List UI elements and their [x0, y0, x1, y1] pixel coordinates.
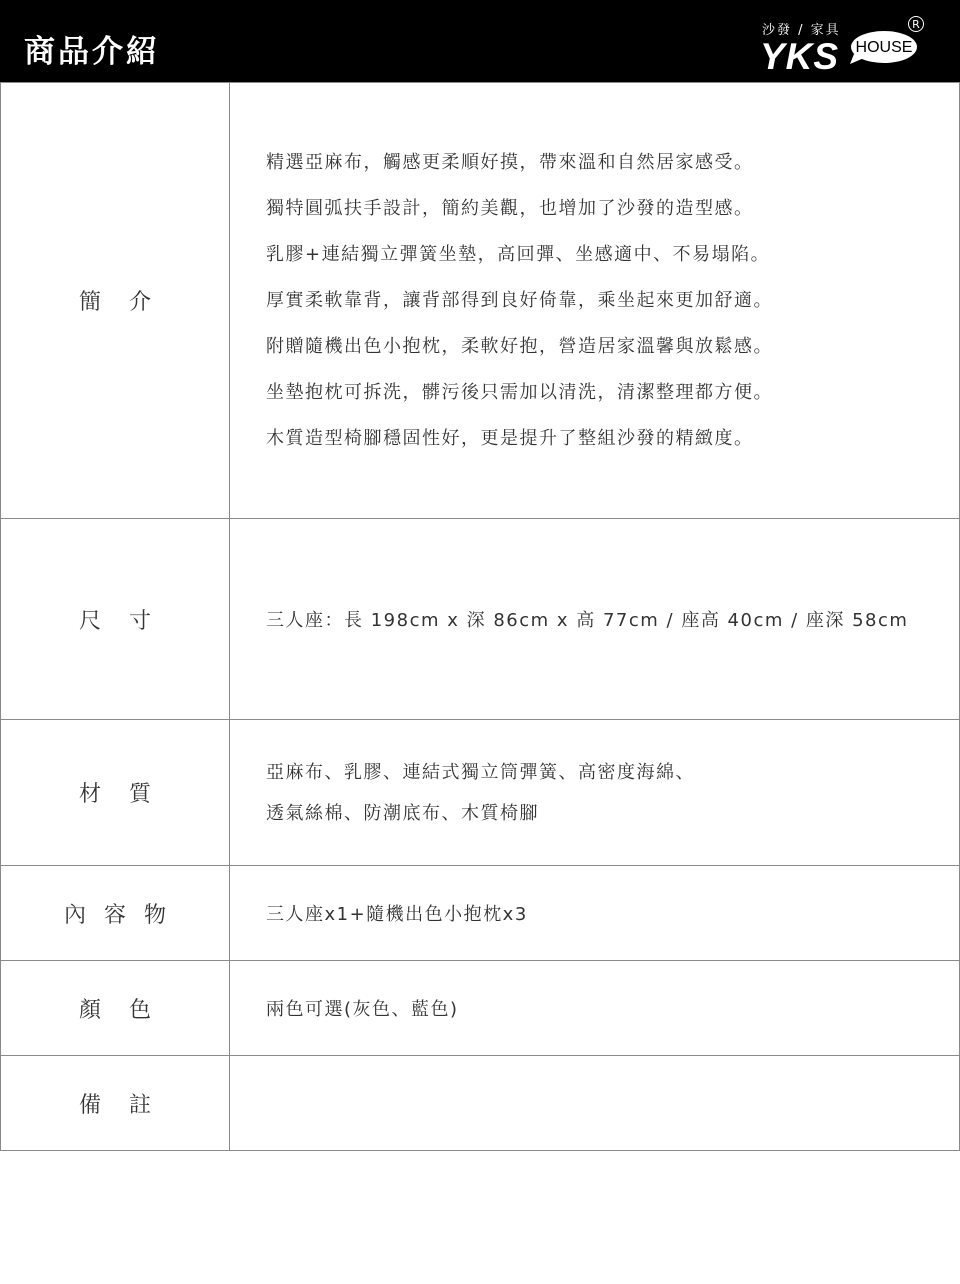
- table-row-size: [1, 519, 960, 720]
- label-size: 尺寸: [1, 519, 230, 720]
- table-row-intro: [1, 83, 960, 519]
- registered-mark-icon: R: [908, 16, 924, 32]
- intro-line: 獨特圓弧扶手設計，簡約美觀，也增加了沙發的造型感。: [266, 197, 754, 219]
- logo-subtitle: 沙發 / 家具: [762, 23, 841, 38]
- intro-line: 精選亞麻布，觸感更柔順好摸，帶來溫和自然居家感受。: [266, 151, 754, 173]
- size-content: 三人座：長 198cm x 深 86cm x 高 77cm / 座高 40cm / 座深 58cm: [230, 519, 960, 720]
- table-row-notes: [1, 1056, 960, 1151]
- brand-logo: [758, 14, 930, 78]
- table-row-material: [1, 720, 960, 866]
- table-row-contents: [1, 866, 960, 961]
- intro-content: [230, 83, 960, 519]
- intro-line: 厚實柔軟靠背，讓背部得到良好倚靠，乘坐起來更加舒適。: [266, 289, 773, 311]
- material-content: [230, 720, 960, 866]
- logo-brand-text: YKS: [760, 36, 840, 77]
- table-row-color: [1, 961, 960, 1056]
- material-line: 亞麻布、乳膠、連結式獨立筒彈簧、高密度海綿、: [266, 761, 695, 783]
- label-material: 材質: [1, 720, 230, 866]
- intro-line: 坐墊抱枕可拆洗，髒污後只需加以清洗，清潔整理都方便。: [266, 381, 773, 403]
- page-title: 商品介紹: [24, 34, 160, 70]
- logo-speech-bubble-icon: [850, 30, 918, 66]
- color-content: 兩色可選(灰色、藍色): [230, 961, 960, 1056]
- spec-table: [0, 82, 960, 1151]
- label-notes: 備註: [1, 1056, 230, 1151]
- material-line: 透氣絲棉、防潮底布、木質椅腳: [266, 802, 539, 824]
- label-contents: 內容物: [1, 866, 230, 961]
- logo-house-text: HOUSE: [855, 39, 913, 56]
- header-bar: [0, 0, 960, 82]
- notes-content: [230, 1056, 960, 1151]
- intro-line: 附贈隨機出色小抱枕，柔軟好抱，營造居家溫馨與放鬆感。: [266, 335, 773, 357]
- label-color: 顏色: [1, 961, 230, 1056]
- label-intro: 簡介: [1, 83, 230, 519]
- intro-line: 乳膠+連結獨立彈簧坐墊，高回彈、坐感適中、不易塌陷。: [266, 243, 771, 265]
- contents-content: 三人座x1+隨機出色小抱枕x3: [230, 866, 960, 961]
- intro-line: 木質造型椅腳穩固性好，更是提升了整組沙發的精緻度。: [266, 427, 754, 449]
